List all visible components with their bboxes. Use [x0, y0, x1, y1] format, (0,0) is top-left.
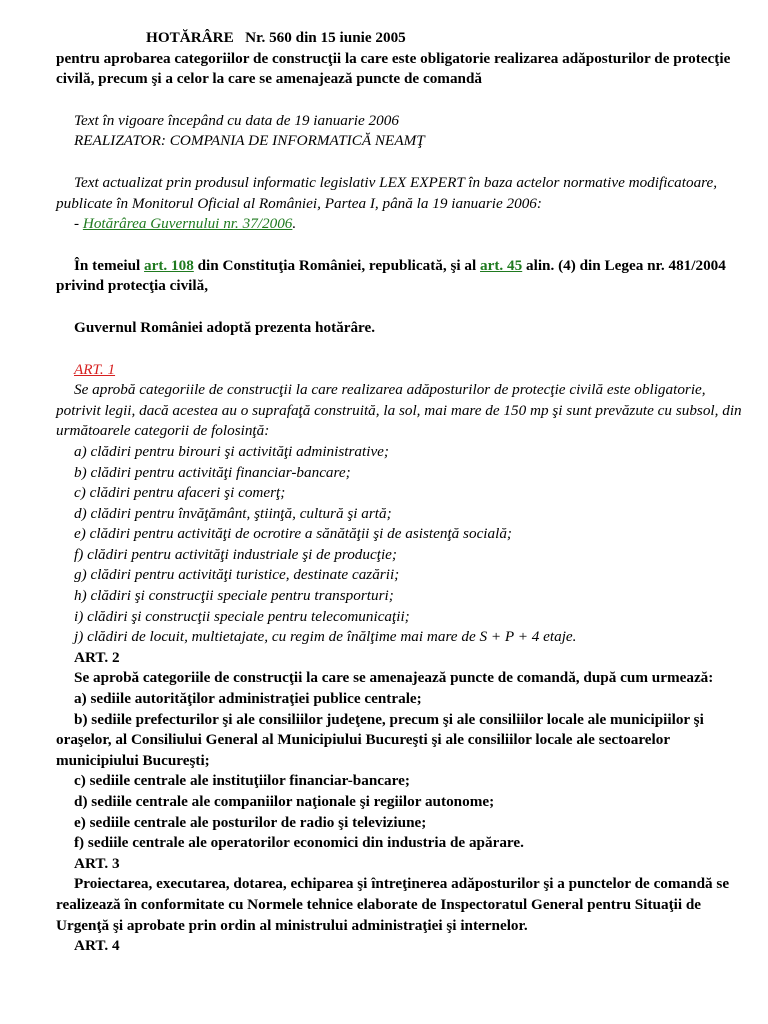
art2-list-item: b) sediile prefecturilor şi ale consiliilor judeţene, precum şi ale consiliilor locale ale municipiilor şi oraşelor, al Consiliului General al Municipiului Bucureşti şi ale consiliilor locale ale sectoarelor municipiului Bucureşti;: [56, 710, 704, 769]
art1-heading: [56, 360, 754, 381]
title-number: Nr. 560 din 15 iunie 2005: [245, 29, 406, 46]
art1-list-item: i) clădiri şi construcţii speciale pentru telecomunicaţii;: [74, 607, 410, 625]
preamble-legal-basis: [56, 256, 754, 297]
title-type: HOTĂRÂRE: [146, 29, 234, 46]
art3-text: Proiectarea, executarea, dotarea, echiparea şi întreţinerea adăposturilor şi a punctelor de comandă se realizează în conformitate cu Normele tehnice elaborate de Inspectoratul General pentru Situaţii de Urgenţă şi aprobate prin ordin al ministrului administraţiei şi internelor.: [56, 875, 730, 934]
art2-list-item: f) sediile centrale ale operatorilor economici din industria de apărare.: [74, 834, 524, 852]
article-108-link[interactable]: art. 108: [144, 256, 194, 274]
art1-link[interactable]: ART. 1: [74, 360, 116, 378]
dash: -: [74, 215, 83, 233]
article-45-link[interactable]: art. 45: [480, 256, 523, 274]
in-force-note: Text în vigoare începând cu data de 19 ianuarie 2006: [74, 111, 399, 129]
art3-heading: ART. 3: [74, 854, 120, 872]
art2-list-item: c) sediile centrale ale instituţiilor financiar-bancare;: [74, 772, 410, 790]
art1-list-item: e) clădiri pentru activităţi de ocrotire a sănătăţii şi de asistenţă socială;: [74, 525, 512, 543]
updated-note: Text actualizat prin produsul informatic legislativ LEX EXPERT în baza actelor normative modificatoare, publicate în Monitorul Oficial al României, Partea I, până la 19 ianuarie 2006:: [56, 173, 718, 212]
art1-list-item: h) clădiri şi construcţii speciale pentru transporturi;: [74, 587, 394, 605]
preamble-text-c: alin. (4) din Legea nr. 481/2004 privind protecţia civilă,: [56, 256, 726, 295]
art1-intro: Se aprobă categoriile de construcţii la care realizarea adăposturilor de protecţie civilă este obligatorie, potrivit legii, dacă acestea au o suprafaţă construită, la sol, mai mare de 150 mp şi sunt prevăzute cu subsol, din următoarele categorii de folosinţă:: [56, 381, 742, 440]
preamble-adoption: Guvernul României adoptă prezenta hotărâre.: [74, 318, 376, 336]
art2-list-item: e) sediile centrale ale posturilor de radio şi televiziune;: [74, 813, 427, 831]
art2-list-item: d) sediile centrale ale companiilor naţionale şi regiilor autonome;: [74, 793, 495, 810]
art2-list-item: a) sediile autorităţilor administraţiei publice centrale;: [74, 690, 422, 708]
art1-list-item: a) clădiri pentru birouri şi activităţi administrative;: [74, 442, 389, 460]
art1-list-item: f) clădiri pentru activităţi industriale şi de producţie;: [74, 545, 397, 563]
art1-list-item: j) clădiri de locuit, multietajate, cu regim de înălţime mai mare de S + P + 4 etaje.: [74, 628, 577, 646]
preamble-text-a: În temeiul: [74, 256, 145, 274]
art2-list: [56, 689, 754, 854]
author-note: REALIZATOR: COMPANIA DE INFORMATICĂ NEAMŢ: [74, 132, 425, 150]
art1-list-item: c) clădiri pentru afaceri şi comerţ;: [74, 484, 286, 502]
art1-list-item: d) clădiri pentru învăţământ, ştiinţă, cultură şi artă;: [74, 504, 392, 522]
art1-list-item: g) clădiri pentru activităţi turistice, destinate cazării;: [74, 566, 400, 584]
document-title: [56, 28, 754, 49]
art2-heading: ART. 2: [74, 648, 120, 666]
preamble-text-b: din Constituţia României, republicată, şi al: [193, 256, 481, 274]
dot: .: [292, 215, 297, 233]
modifier-link[interactable]: Hotărârea Guvernului nr. 37/2006: [82, 215, 293, 233]
art4-heading: ART. 4: [74, 937, 120, 955]
document-subtitle: pentru aprobarea categoriilor de construcţii la care este obligatorie realizarea adăposturilor de protecţie civilă, precum şi a celor la care se amenajează puncte de comandă: [56, 49, 731, 88]
art2-intro: Se aprobă categoriile de construcţii la care se amenajează puncte de comandă, după cum urmează:: [74, 669, 714, 687]
art1-list-item: b) clădiri pentru activităţi financiar-bancare;: [74, 463, 351, 481]
art1-list: [56, 442, 754, 648]
modifier-line: [56, 214, 754, 235]
